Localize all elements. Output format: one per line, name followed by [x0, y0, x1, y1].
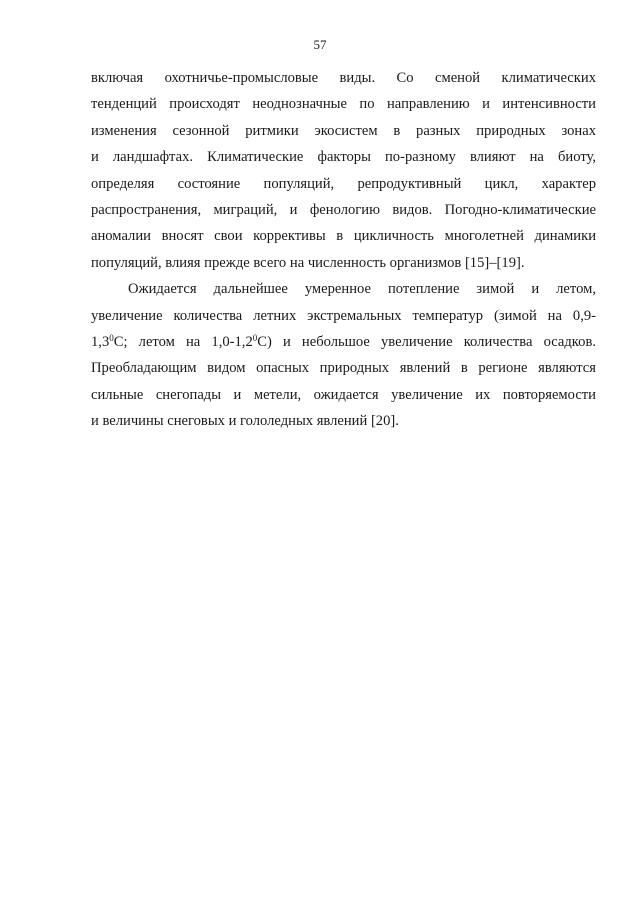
text-line: популяций, влияя прежде всего на численность организмов [15]–[19]. [91, 254, 525, 271]
text-fragment: С; летом на 1,0-1,2 [113, 333, 253, 350]
text-line: включая охотничье-промысловые виды. Со сменой климатических [91, 70, 596, 86]
text-line: Ожидается дальнейшее умеренное потепление зимой и летом, [128, 281, 596, 298]
text-line: и величины снеговых и гололедных явлений [20]. [91, 413, 399, 430]
page-number: 57 [313, 37, 327, 52]
text-line: и ландшафтах. Климатические факторы по-разному влияют на биоту, [91, 149, 596, 166]
body-text [91, 65, 596, 434]
text-line: Преобладающим видом опасных природных явлений в регионе являются [91, 360, 596, 377]
text-fragment: 1,3 [91, 333, 110, 350]
text-line: распространения, миграций, и фенологию видов. Погодно-климатические [91, 201, 596, 218]
text-line: изменения сезонной ритмики экосистем в разных природных зонах [91, 122, 596, 139]
superscript: 0 [109, 332, 114, 343]
text-line: сильные снегопады и метели, ожидается увеличение их повторяемости [91, 386, 596, 403]
text-fragment: С) и небольшое увеличение количества осадков. [257, 333, 596, 350]
text-line: увеличение количества летних экстремальных температур (зимой на 0,9- [91, 307, 596, 324]
superscript: 0 [252, 332, 258, 343]
text-line: аномалии вносят свои коррективы в цикличность многолетней динамики [91, 228, 596, 245]
text-line [91, 329, 596, 355]
text-line: тенденций происходят неоднозначные по направлению и интенсивности [91, 96, 596, 113]
text-line: определяя состояние популяций, репродуктивный цикл, характер [91, 175, 596, 192]
